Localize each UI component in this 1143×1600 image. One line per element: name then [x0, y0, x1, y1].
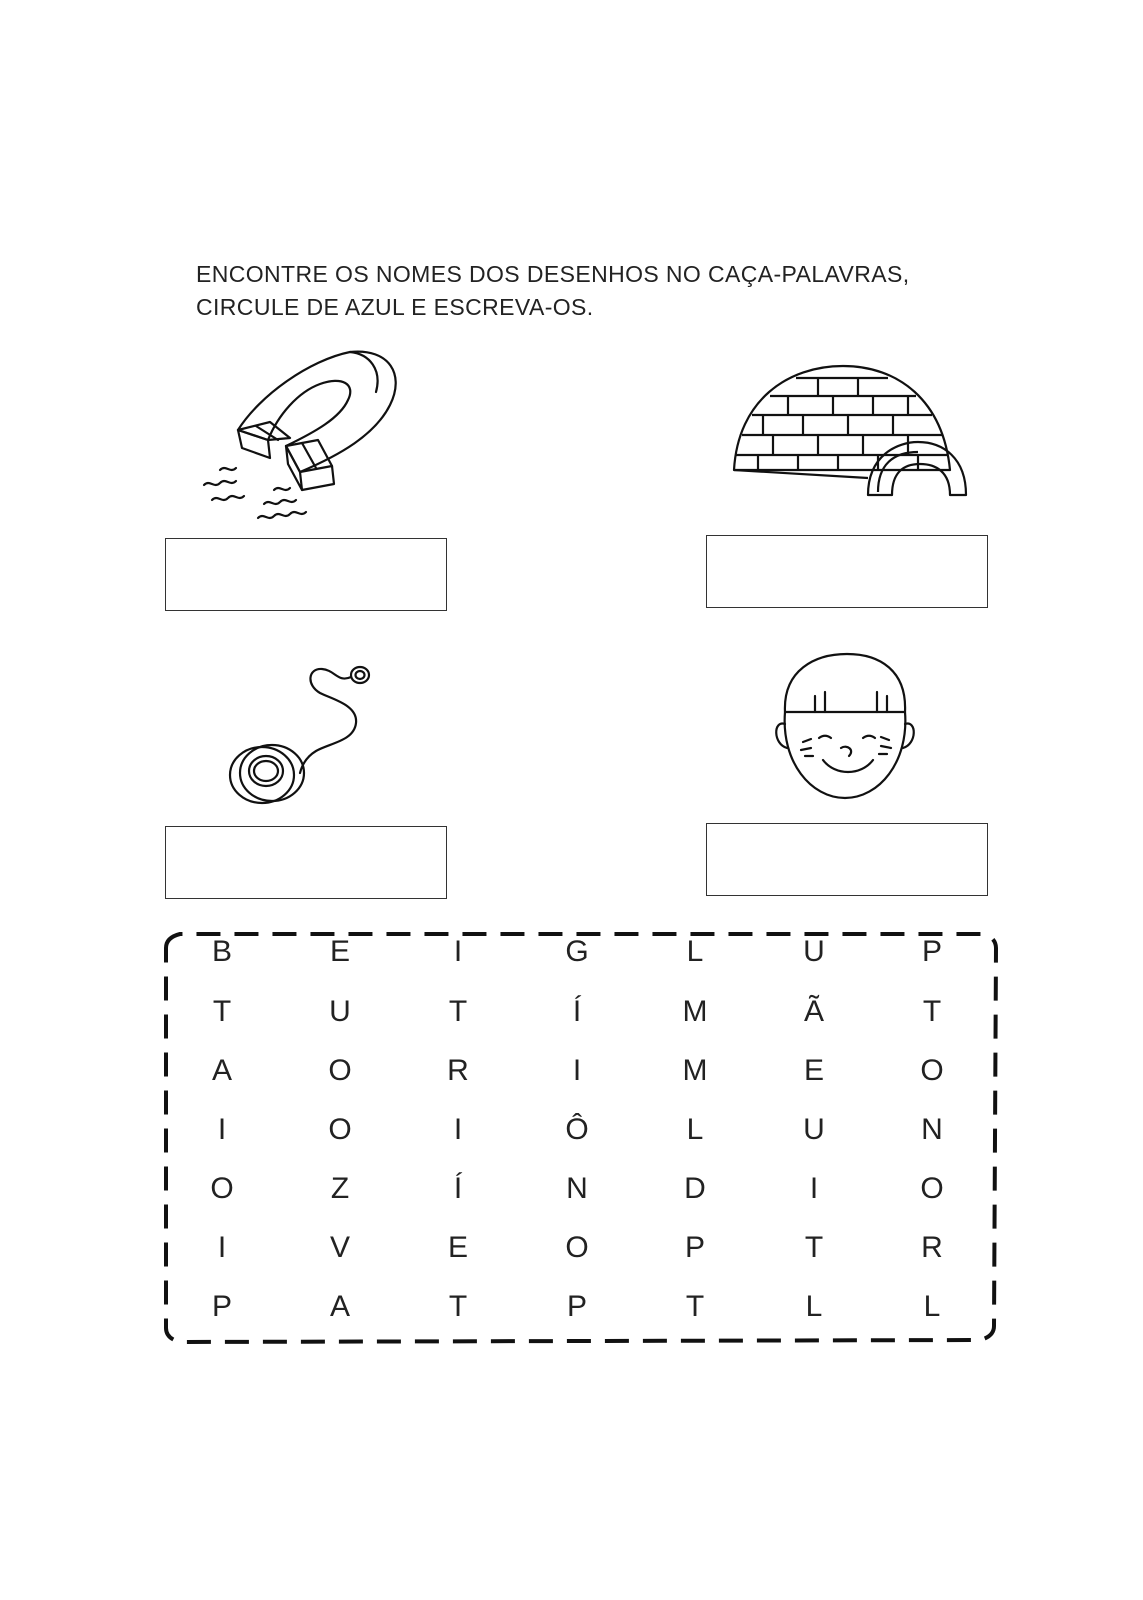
magnet-icon: [190, 340, 420, 530]
letter-cell[interactable]: Ô: [565, 1113, 589, 1146]
letter-cell[interactable]: O: [328, 1113, 352, 1146]
letter-cell[interactable]: Z: [330, 1172, 350, 1205]
answer-box-magnet[interactable]: [165, 538, 447, 611]
letter-cell[interactable]: D: [684, 1172, 706, 1205]
letter-cell[interactable]: V: [329, 1231, 350, 1264]
letter-cell[interactable]: O: [920, 1054, 944, 1087]
letter-cell[interactable]: E: [447, 1231, 468, 1264]
letter-cell[interactable]: M: [682, 1054, 708, 1087]
child-face-icon: [765, 652, 925, 807]
letter-cell[interactable]: T: [212, 995, 232, 1028]
letter-cell[interactable]: P: [211, 1290, 232, 1323]
letter-cell[interactable]: O: [210, 1172, 234, 1205]
letter-cell[interactable]: O: [565, 1231, 589, 1264]
letter-cell[interactable]: R: [921, 1231, 943, 1264]
letter-cell[interactable]: I: [809, 1172, 819, 1205]
letter-cell[interactable]: T: [448, 995, 468, 1028]
letter-cell[interactable]: P: [921, 935, 942, 968]
instructions: [196, 258, 996, 324]
letter-cell[interactable]: B: [211, 935, 232, 968]
letter-cell[interactable]: U: [803, 935, 825, 968]
letter-cell[interactable]: P: [684, 1231, 705, 1264]
letter-cell[interactable]: I: [572, 1054, 582, 1087]
letter-cell[interactable]: I: [453, 935, 463, 968]
letter-cell[interactable]: I: [217, 1231, 227, 1264]
letter-cell[interactable]: T: [804, 1231, 824, 1264]
instructions-line-2: CIRCULE DE AZUL E ESCREVA-OS.: [196, 294, 594, 320]
letter-cell[interactable]: G: [565, 935, 589, 968]
letter-cell[interactable]: T: [448, 1290, 468, 1323]
answer-box-yoyo[interactable]: [165, 826, 447, 899]
letter-cell[interactable]: L: [805, 1290, 823, 1323]
letter-cell[interactable]: L: [686, 935, 704, 968]
letter-cell[interactable]: U: [329, 995, 351, 1028]
letter-cell[interactable]: P: [566, 1290, 587, 1323]
letter-cell[interactable]: L: [686, 1113, 704, 1146]
letter-cell[interactable]: O: [920, 1172, 944, 1205]
letter-cell[interactable]: N: [921, 1113, 943, 1146]
letter-cell[interactable]: I: [453, 1113, 463, 1146]
letter-cell[interactable]: Í: [453, 1172, 463, 1205]
instructions-line-1: ENCONTRE OS NOMES DOS DESENHOS NO CAÇA-PALAVRAS,: [196, 261, 910, 287]
answer-box-child[interactable]: [706, 823, 988, 896]
letter-cell[interactable]: T: [922, 995, 942, 1028]
letter-cell[interactable]: A: [329, 1290, 350, 1323]
letter-cell[interactable]: M: [682, 995, 708, 1028]
yoyo-icon: [220, 665, 380, 815]
letter-cell[interactable]: E: [803, 1054, 824, 1087]
letter-cell[interactable]: I: [217, 1113, 227, 1146]
letter-cell[interactable]: L: [923, 1290, 941, 1323]
igloo-icon: [728, 360, 978, 510]
letter-cell[interactable]: E: [329, 935, 350, 968]
letter-cell[interactable]: Ã: [803, 995, 824, 1028]
letter-cell[interactable]: Í: [572, 995, 582, 1028]
answer-box-igloo[interactable]: [706, 535, 988, 608]
letter-cell[interactable]: T: [685, 1290, 705, 1323]
letter-cell[interactable]: U: [803, 1113, 825, 1146]
letter-cell[interactable]: O: [328, 1054, 352, 1087]
letter-cell[interactable]: N: [566, 1172, 588, 1205]
letter-cell[interactable]: A: [211, 1054, 232, 1087]
letter-cell[interactable]: R: [447, 1054, 469, 1087]
